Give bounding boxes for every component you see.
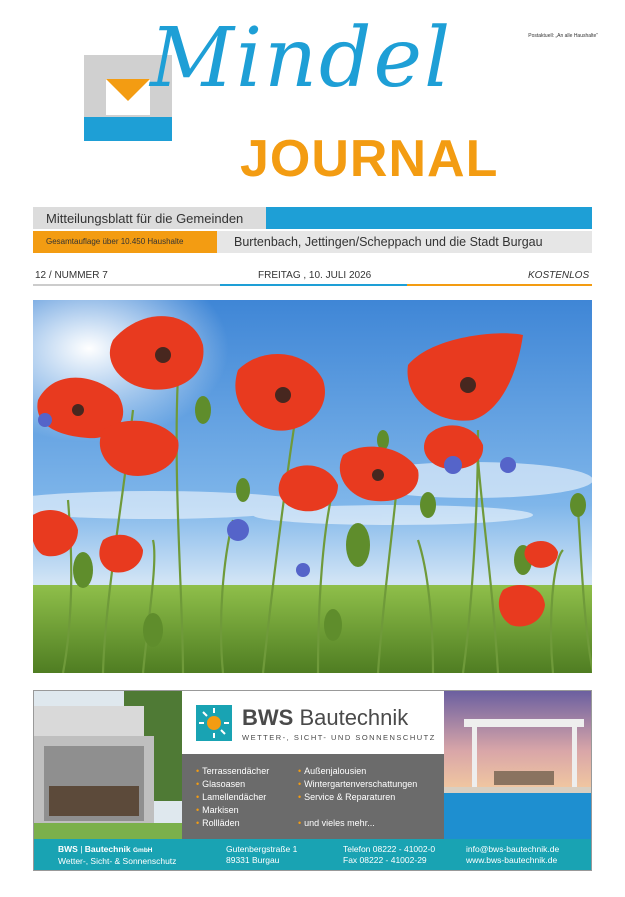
ad-service-item: • Außenjalousien (298, 766, 367, 776)
ad-footer (34, 839, 592, 871)
ad-tagline: WETTER-, SICHT- UND SONNENSCHUTZ (242, 733, 436, 742)
postal-note: Postaktuell: „An alle Haushalte“ (528, 33, 598, 39)
circulation-note: Gesamtauflage über 10.450 Haushalte (46, 237, 184, 246)
ad-company: BWS | Bautechnik GmbH Wetter-, Sicht- & Sonnenschutz (58, 844, 177, 866)
ad-address: Gutenbergstraße 1 89331 Burgau (226, 844, 298, 865)
issue-number: 12 / NUMMER 7 (35, 270, 108, 281)
issue-price: KOSTENLOS (528, 270, 590, 281)
ad-service-item: • Terrassendächer (196, 766, 270, 776)
ad-service-item: • Markisen (196, 805, 239, 815)
ad-email-link[interactable]: info@bws-bautechnik.de (466, 844, 560, 854)
ad-contact-links[interactable] (466, 844, 559, 866)
info-bar-blue (266, 207, 592, 229)
ad-service-item: • und vieles mehr... (298, 818, 375, 828)
ad-service-item: • Lamellendächer (196, 792, 267, 802)
rule-grey (33, 284, 220, 286)
ad-service-item: • Glasoasen (196, 779, 246, 789)
ad-service-item: • Rollläden (196, 818, 240, 828)
ad-service-item: • Service & Reparaturen (298, 792, 396, 802)
advertisement-bws (33, 690, 592, 871)
cover-photo-poppies (33, 300, 592, 673)
ad-brand-box (182, 691, 444, 754)
ad-pergola-photo (444, 691, 592, 839)
ad-phone: Telefon 08222 - 41002-0 Fax 08222 - 41002-29 (343, 844, 436, 865)
municipalities-line: Burtenbach, Jettingen/Scheppach und die Stadt Burgau (234, 235, 543, 249)
ad-web-link[interactable]: www.bws-bautechnik.de (466, 855, 558, 865)
masthead-mindel: Mindel (150, 11, 453, 106)
ad-house-photo (34, 691, 182, 839)
issue-date: FREITAG , 10. JULI 2026 (258, 270, 372, 281)
rule-blue (220, 284, 407, 286)
ad-brand-name: BWS Bautechnik (242, 705, 409, 730)
ad-service-item: • Wintergartenverschattungen (298, 779, 418, 789)
masthead-journal: JOURNAL (240, 130, 499, 188)
subtitle-mitteilungsblatt: Mitteilungsblatt für die Gemeinden (46, 211, 244, 226)
ad-services-box (182, 754, 444, 839)
bws-sun-logo-icon (196, 705, 232, 741)
rule-orange (407, 284, 592, 286)
